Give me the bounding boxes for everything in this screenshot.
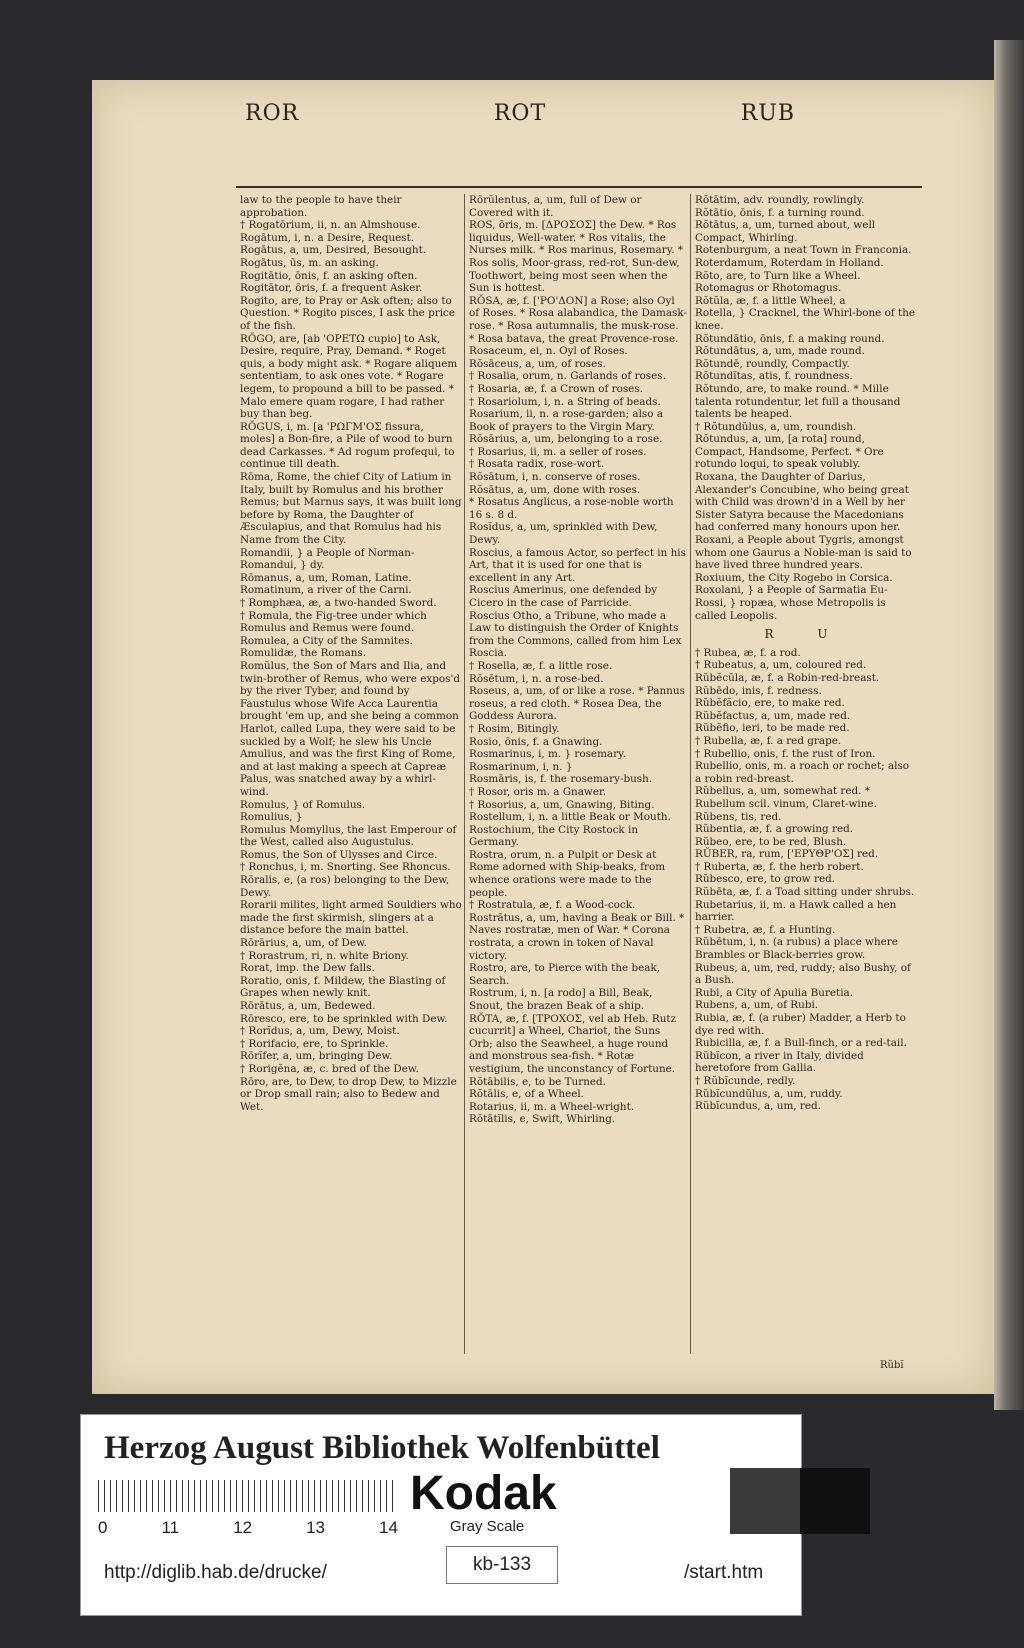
dictionary-entry: Rosmarinum, i, n. } [469, 760, 573, 773]
dictionary-entry: Roscius Otho, a Tribune, who made a Law to distinguish the Order of Knights from the Commons, called from him Lex Roscia. [469, 609, 682, 660]
gray-patches [660, 1468, 870, 1534]
header-rule [236, 186, 922, 188]
dictionary-entry: † Rosim, Bitingly. [469, 722, 560, 735]
dictionary-entry: Rosmarinus, i, m. } rosemary. [469, 748, 626, 761]
dictionary-entry: Rŏtābilis, e, to be Turned. [469, 1075, 606, 1088]
dictionary-entry: RŬBER, ra, rum, ['EPΥΘΡ'ΟΣ] red. [695, 848, 879, 861]
dictionary-entry: † Romula, the Fig-tree under which Romulus and Remus were found. [240, 609, 427, 635]
dictionary-entry: † Ruberta, æ, f. the herb robert. [695, 860, 864, 873]
gray-patch [660, 1468, 730, 1534]
dictionary-entry: Rŏsārius, a, um, belonging to a rose. [469, 433, 663, 446]
dictionary-entry: Rŏtātĭlis, e, Swift, Whirling. [469, 1113, 616, 1126]
dictionary-entry: Rostra, orum, n. a Pulpit or Desk at Rome adorned with Ship-beaks, from whence orations were made to the people. [469, 848, 666, 899]
dictionary-entry: Rubellio, onis, m. a roach or rochet; also a robin red-breast. [695, 760, 910, 785]
dictionary-entry: Rŭbentia, æ, f. a growing red. [695, 823, 854, 836]
running-header [150, 96, 890, 126]
dictionary-entry: Rosio, ōnis, f. a Gnawing. [469, 735, 603, 748]
dictionary-entry: Rostrum, i, n. [a rodo] a Bill, Beak, Snout, the brazen Beak of a ship. [469, 987, 653, 1012]
dictionary-entry: Rōrĭfer, a, um, bringing Dew. [240, 1050, 393, 1063]
dictionary-entry: † Rubella, æ, f. a red grape. [695, 734, 842, 747]
dictionary-entry: Rosĭdus, a, um, sprinkled with Dew, Dewy. [469, 521, 658, 547]
dictionary-entry: Rogātus, a, um, Desired, Besought. [240, 244, 427, 257]
dictionary-entry: Romatinum, a river of the Carni. [240, 584, 412, 597]
start-path: /start.htm [684, 1562, 764, 1583]
dictionary-entry: Rŏtātim, adv. roundly, rowlingly. [695, 194, 865, 206]
dictionary-entry: Rubia, æ, f. (a ruber) Madder, a Herb to dye red with. [695, 1012, 906, 1037]
dictionary-entry: Rŭbētum, i, n. (a rubus) a place where Brambles or Black-berries grow. [695, 936, 898, 962]
dictionary-entry: Romulidæ, the Romans. [240, 647, 367, 660]
dictionary-entry: Rŏtātio, ōnis, f. a turning round. [695, 206, 865, 219]
dictionary-entry: † Rosariolum, i, n. a String of beads. [469, 395, 661, 408]
dictionary-entry: † Rŏtundŭlus, a, um, roundish. [695, 420, 857, 433]
dictionary-entry: † Rorigĕna, æ, c. bred of the Dew. [240, 1062, 419, 1075]
dictionary-entry: Rōrŭlentus, a, um, full of Dew or Covered with it. [469, 194, 642, 219]
dictionary-entry: RŎSA, æ, f. ['PO'ΔΟΝ] a Rose; also Oyl of Roses. * Rosa alabandica, the Damask-rose. * Rosa autumnalis, the musk-rose. * Rosa batava, the great Provence-rose. [469, 294, 687, 345]
dictionary-entry: ROS, ōris, m. [ΔΡΟΣΟΣ] the Dew. * Ros liquidus, Well-water. * Ros vitalis, the Nurses milk. * Ros marinus, Rosemary. * Ros solis, Moor-grass, red-rot, Sun-dew, Toothwort, being most seen when the Sun is hottest. [469, 219, 684, 295]
dictionary-entry: Rŭbens, tis, red. [695, 810, 782, 823]
dictionary-entry: Rōresco, ere, to be sprinkled with Dew. [240, 1012, 448, 1025]
dictionary-entry: † Rosalia, orum, n. Garlands of roses. [469, 370, 666, 383]
ruler-number: 13 [306, 1518, 326, 1537]
ruler-number: 14 [379, 1518, 398, 1537]
dictionary-entry: Rŏsāceus, a, um, of roses. [469, 357, 606, 370]
header-right: RUB [740, 101, 796, 126]
dictionary-entry: Rōrārius, a, um, of Dew. [240, 937, 367, 950]
dictionary-entry: Rōmanus, a, um, Roman, Latine. [240, 571, 412, 584]
column-left [240, 194, 462, 1354]
dictionary-entry: Rorarii milites, light armed Souldiers who made the first skirmish, slingers at a distance before the main battel. [240, 899, 462, 937]
dictionary-entry: Rŏtundātus, a, um, made round. [695, 345, 865, 358]
dictionary-entry: † Rŭbĭcunde, redly. [695, 1074, 796, 1087]
dictionary-entry: Rŭbĕfio, ieri, to be made red. [695, 722, 850, 735]
header-left: ROR [245, 101, 300, 126]
dictionary-entry: Roxiuum, the City Rogebo in Corsica. [695, 571, 893, 584]
catchword: Rŭbĭ [880, 1360, 904, 1371]
ruler-icon [98, 1480, 398, 1512]
dictionary-entry: Roxana, the Daughter of Darius, Alexander's Concubine, who being great with Child was drown'd in a Well by her Sister Satyra because the Macedonians had conferred many honours upon her. [695, 471, 909, 534]
dictionary-entry: † Rorifacio, ere, to Sprinkle. [240, 1037, 389, 1050]
dictionary-entry: Rotarius, ii, m. a Wheel-wright. [469, 1100, 635, 1113]
dictionary-entry: Rŏtundātio, ōnis, f. a making round. [695, 332, 885, 345]
header-center: ROT [493, 101, 547, 126]
dictionary-entry: Roratio, onis, f. Mildew, the Blasting of Grapes when newly knit. [240, 974, 446, 1000]
dictionary-entry: law to the people to have their approbation. [240, 194, 402, 219]
dictionary-entry: Roscius, a famous Actor, so perfect in his Art, that it is used for one that is excellent in any Art. [469, 546, 686, 584]
dictionary-entry: Rŏtundĭtas, atis, f. roundness. [695, 370, 853, 383]
dictionary-entry: Roscius Amerinus, one defended by Cicero in the case of Parricide. [469, 584, 658, 609]
dictionary-entry: RŎGO, are, [ab 'OPETΩ cupio] to Ask, Desire, require, Pray, Demand. * Roget quis, a body might ask. * Rogare aliquem sententiam, to ask ones vote. * Rogare legem, to propound a bill to be passed. * Malo emere quam rogare, I had rather buy than beg. [240, 332, 458, 421]
dictionary-entry: Rōma, Rome, the chief City of Latium in Italy, built by Romulus and his brother Remus; but Marnus says, it was built long before by Roma, the Daughter of Æsculapius, and that Romulus had his Name from the City. [240, 471, 462, 547]
dictionary-entry: † Rubellio, onis, f. the rust of Iron. [695, 747, 876, 760]
dictionary-entry: Rŏsātus, a, um, done with roses. [469, 483, 641, 496]
dictionary-entry: Romulius, } [240, 811, 303, 824]
dictionary-entry: Rŭbesco, ere, to grow red. [695, 873, 836, 886]
dictionary-entry: * Rosatus Anglicus, a rose-noble worth 16 s. 8 d. [469, 496, 674, 521]
dictionary-entry: Rŭbĭcundŭlus, a, um, ruddy. [695, 1087, 843, 1100]
dictionary-entry: Rosaceum, ei, n. Oyl of Roses. [469, 345, 628, 358]
library-name: Herzog August Bibliothek Wolfenbüttel [104, 1430, 660, 1466]
dictionary-entry: Rubens, a, um, of Rubi. [695, 999, 819, 1012]
dictionary-entry: † Rosella, æ, f. a little rose. [469, 659, 613, 672]
shelf-code: kb-133 [446, 1546, 558, 1584]
dictionary-entry: Rŏsātum, i, n. conserve of roses. [469, 471, 641, 484]
dictionary-entry: RŎGUS, i, m. [a 'PΩΓΜ'ΟΣ fissura, moles] a Bon-fire, a Pile of wood to burn dead Carkasses. * Ad rogum profequi, to continue till death. [240, 420, 455, 471]
page-edge [994, 40, 1024, 1410]
dictionary-entry: † Rosor, oris m. a Gnawer. [469, 785, 607, 798]
dictionary-entry: Rŏtŭla, æ, f. a little Wheel, a [695, 294, 846, 307]
dictionary-entry: RŎTA, æ, f. [ΤΡΟΧΟΣ, vel ab Heb. Rutz cucurrit] a Wheel, Chariot, the Suns Orb; also the Seawheel, a huge round and monstrous sea-fish. * Rotæ vestigium, the unconstancy of Fortune. [469, 1012, 677, 1075]
dictionary-entry: Rōralis, e, (a ros) belonging to the Dew, Dewy. [240, 874, 450, 899]
dictionary-entry: Rŏtālis, e, of a Wheel. [469, 1088, 584, 1101]
dictionary-entry: Romulea, a City of the Samnites. [240, 634, 413, 647]
dictionary-entry: Rŭbēdo, inis, f. redness. [695, 684, 822, 697]
dictionary-entry: Rogātum, i, n. a Desire, Request. [240, 231, 415, 244]
dictionary-entry: Roxani, a People about Tygris, amongst whom one Gaurus a Noble-man is said to have lived three hundred years. [695, 534, 912, 572]
dictionary-entry: Rosmāris, is, f. the rosemary-bush. [469, 773, 653, 786]
dictionary-entry: Rogito, are, to Pray or Ask often; also to Question. * Rogito pisces, I ask the price of the fish. [240, 294, 456, 332]
gray-patch [730, 1468, 800, 1534]
dictionary-entry: Romandii, } a People of Norman- [240, 546, 415, 559]
dictionary-entry: Rŏsētum, i, n. a rose-bed. [469, 672, 604, 685]
dictionary-entry: Rŭbēta, æ, f. a Toad sitting under shrubs. [695, 886, 915, 899]
dictionary-entry: Rŭbĕfactus, a, um, made red. [695, 709, 851, 722]
column-center [464, 194, 687, 1354]
ruler-number: 0 [98, 1518, 108, 1537]
dictionary-entry: Rŭbĕfăcio, ere, to make red. [695, 697, 845, 710]
dictionary-entry: Rotenburgum, a neat Town in Franconia. [695, 244, 912, 257]
column-right [690, 194, 917, 1354]
ruler-number: 12 [233, 1518, 253, 1537]
dictionary-entry: Rŭbeo, ere, to be red, Blush. [695, 835, 847, 848]
dictionary-entry: Rossi, } ropæa, whose Metropolis is called Leopolis. [695, 597, 886, 622]
dictionary-entry: Roseus, a, um, of or like a rose. * Pannus roseus, a red cloth. * Rosea Dea, the Goddess Aurora. [469, 685, 685, 723]
dictionary-entry: † Rubetra, æ, f. a Hunting. [695, 923, 836, 936]
dictionary-entry: Rorat, imp. the Dew falls. [240, 962, 375, 975]
dictionary-entry: † Rosata radix, rose-wort. [469, 458, 605, 471]
ruler-numbers [98, 1518, 398, 1538]
dictionary-entry: † Rorastrum, ri, n. white Briony. [240, 949, 409, 962]
dictionary-entry: Rogitātio, ōnis, f. an asking often. [240, 269, 418, 282]
dictionary-entry: Rosarium, ii, n. a rose-garden; also a Book of prayers to the Virgin Mary. [469, 408, 664, 433]
dictionary-entry: Rotomagus or Rhotomagus. [695, 282, 842, 295]
dictionary-entry: Rogātus, ūs, m. an asking. [240, 256, 379, 269]
dictionary-entry: Rōro, are, to Dew, to drop Dew, to Mizzle or Drop small rain; also to Bedew and Wet. [240, 1075, 457, 1113]
brand-logo: Kodak [410, 1467, 557, 1520]
dictionary-entry: Rubeus, a, um, red, ruddy; also Bushy, of a Bush. [695, 961, 911, 987]
dictionary-entry: † Ronchus, i, m. Snorting. See Rhoncus. [240, 861, 451, 874]
source-url: http://diglib.hab.de/drucke/ [104, 1562, 327, 1583]
dictionary-entry: † Romphæa, æ, a two-handed Sword. [240, 597, 437, 609]
dictionary-entry: Rubetarius, ii, m. a Hawk called a hen harrier. [695, 898, 897, 924]
dictionary-entry: † Rosorius, a, um, Gnawing, Biting. [469, 798, 655, 811]
section-heading: R U [764, 627, 848, 642]
dictionary-entry: Rŭbĭcon, a river in Italy, divided heretofore from Gallia. [695, 1049, 864, 1075]
gray-patch [800, 1468, 870, 1534]
dictionary-entry: Rubicilla, æ, f. a Bull-finch, or a red-tail. [695, 1037, 907, 1050]
dictionary-entry: Romulus Momyllus, the last Emperour of the West, called also Augustulus. [240, 823, 457, 849]
dictionary-entry: Rōrātus, a, um, Bedewed. [240, 1000, 376, 1012]
dictionary-entry: † Rosarius, ii, m. a seller of roses. [469, 445, 647, 458]
dictionary-entry: Rŭbĭcundus, a, um, red. [695, 1100, 821, 1113]
dictionary-entry: Romus, the Son of Ulysses and Circe. [240, 848, 438, 861]
dictionary-entry: Rostrātus, a, um, having a Beak or Bill. * Naves rostratæ, men of War. * Corona rostrata, a crown in token of Naval victory. [469, 911, 685, 962]
dictionary-entry: † Rubea, æ, f. a rod. [695, 646, 801, 659]
dictionary-entry: Rotella, } Cracknel, the Whirl-bone of the knee. [695, 307, 916, 332]
dictionary-entry: Rŭbellus, a, um, somewhat red. * Rubellum scil. vinum, Claret-wine. [695, 785, 877, 810]
dictionary-entry: Rogitātor, ōris, f. a frequent Asker. [240, 282, 423, 295]
dictionary-entry: Rŭbĕcŭla, æ, f. a Robin-red-breast. [695, 671, 880, 684]
dictionary-entry: Romandui, } dy. [240, 559, 325, 572]
dictionary-entry: Rŏtātus, a, um, turned about, well Compact, Whirling. [695, 219, 876, 244]
gray-scale-label: Gray Scale [450, 1518, 525, 1535]
ruler-number: 11 [161, 1518, 180, 1537]
dictionary-entry: Rostochium, the City Rostock in Germany. [469, 823, 639, 849]
dictionary-entry: Roxolani, } a People of Sarmatia Eu- [695, 584, 888, 597]
dictionary-entry: † Rosaria, æ, f. a Crown of roses. [469, 382, 643, 395]
dictionary-entry: Rŏtundus, a, um, [a rota] round, Compact, Handsome, Perfect. * Ore rotundo loqui, to speak volubly. [695, 433, 884, 471]
dictionary-entry: Rubi, a City of Apulia Buretia. [695, 986, 854, 999]
dictionary-entry: Rŏto, are, to Turn like a Wheel. [695, 269, 861, 282]
dictionary-entry: Rŏtundo, are, to make round. * Mille talenta rotundentur, let full a thousand talents be heaped. [695, 382, 901, 421]
dictionary-entry: † Rubeatus, a, um, coloured red. [695, 659, 867, 672]
dictionary-entry: Rostro, are, to Pierce with the beak, Search. [469, 962, 661, 987]
dictionary-entry: Rŏtundē, roundly, Compactly. [695, 357, 850, 370]
dictionary-entry: Romŭlus, the Son of Mars and Ilia, and twin-brother of Remus, who were expos'd by the river Tyber, and found by Faustulus whose Wife Acca Laurentia brought 'em up, and she being a common Harlot, called Lupa, they were said to be suckled by a Wolf; he slew his Uncle Amulius, and was the first King of Rome, and at last making a speech at Capreæ Palus, was snatched away by a whirl-wind. [240, 659, 460, 798]
dictionary-entry: Rostellum, i, n. a little Beak or Mouth. [469, 811, 671, 824]
dictionary-entry: Roterdamum, Roterdam in Holland. [695, 256, 884, 269]
dictionary-entry: Romulus, } of Romulus. [240, 798, 366, 811]
dictionary-entry: † Rorĭdus, a, um, Dewy, Moist. [240, 1025, 400, 1038]
dictionary-entry: † Rostratula, æ, f. a Wood-cock. [469, 899, 636, 912]
dictionary-entry: † Rogatōrium, ii, n. an Almshouse. [240, 219, 421, 232]
